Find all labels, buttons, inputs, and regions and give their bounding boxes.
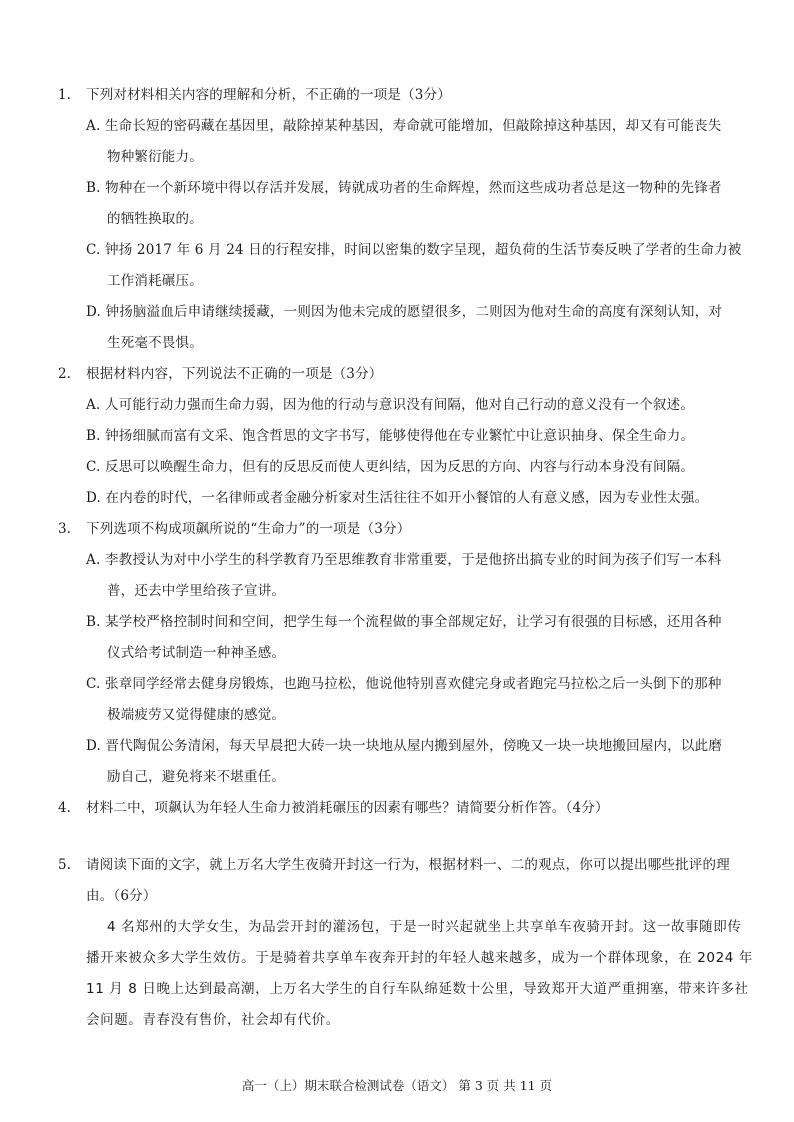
question-4-number: 4. (58, 800, 71, 816)
question-3-stem: 下列选项不构成项飙所说的“生命力”的一项是（3分） (86, 521, 411, 537)
q1-option-b-line2: 的牺牲换取的。 (107, 211, 203, 227)
q1-option-a-line1: A. 生命长短的密码藏在基因里，敲除掉某种基因，寿命就可能增加，但敲除掉这种基因，却又有可能丧失 (86, 118, 722, 134)
q3-option-c-line2: 极端疲劳又觉得健康的感觉。 (107, 707, 286, 723)
question-2-number: 2. (58, 366, 71, 382)
question-5-stem-line2: 由。（6分） (86, 888, 157, 904)
q3-option-b-line1: B. 某学校严格控制时间和空间，把学生每一个流程做的事全部规定好，让学习有很强的目标感，还用各种 (86, 614, 722, 630)
q2-option-b: B. 钟扬细腻而富有文采、饱含哲思的文字书写，能够使得他在专业繁忙中让意识抽身、保全生命力。 (86, 428, 695, 444)
q2-option-c: C. 反思可以唤醒生命力，但有的反思反而使人更纠结，因为反思的方向、内容与行动本身没有间隔。 (86, 459, 695, 475)
question-5-number: 5. (58, 857, 71, 873)
q2-option-a: A. 人可能行动力强而生命力弱，因为他的行动与意识没有间隔，他对自己行动的意义没有一个叙述。 (86, 397, 695, 413)
q3-option-d-line1: D. 晋代陶侃公务清闲，每天早晨把大砖一块一块地从屋内搬到屋外，傍晚又一块一块地搬回屋内，以此磨 (86, 738, 723, 754)
question-3-number: 3. (58, 521, 71, 537)
question-2-stem: 根据材料内容，下列说法不正确的一项是（3分） (86, 366, 383, 382)
q1-option-a-line2: 物种繁衍能力。 (107, 149, 203, 165)
q1-option-d-line2: 生死毫不畏惧。 (107, 335, 203, 351)
q1-option-c-line1: C. 钟扬 2017 年 6 月 24 日的行程安排，时间以密集的数字呈现，超负荷的生活节奏反映了学者的生命力被 (86, 242, 742, 258)
question-5-stem-line1: 请阅读下面的文字，就上万名大学生夜骑开封这一行为，根据材料一、二的观点，你可以提出哪些批评的理 (86, 857, 730, 873)
q3-option-a-line1: A. 李教授认为对中小学生的科学教育乃至思维教育非常重要，于是他挤出搞专业的时间为孩子们写一本科 (86, 552, 722, 568)
q5-passage-line1: 4 名郑州的大学女生，为品尝开封的灌汤包，于是一时兴起就坐上共享单车夜骑开封。这一故事随即传 (107, 919, 742, 935)
q5-passage-line4: 会问题。青春没有售价，社会却有代价。 (86, 1012, 340, 1028)
question-4-stem: 材料二中，项飙认为年轻人生命力被消耗碾压的因素有哪些？请简要分析作答。（4分） (86, 800, 609, 816)
q1-option-b-line1: B. 物种在一个新环境中得以存活并发展，铸就成功者的生命辉煌，然而这些成功者总是这一物种的先锋者 (86, 180, 722, 196)
q2-option-d: D. 在内卷的时代，一名律师或者金融分析家对生活往往不如开小餐馆的人有意义感，因为专业性太强。 (86, 490, 709, 506)
q5-passage-line2: 播开来被众多大学生效仿。于是骑着共享单车夜奔开封的年轻人越来越多，成为一个群体现象，在 2024 年 (86, 950, 753, 966)
question-1-stem: 下列对材料相关内容的理解和分析，不正确的一项是（3分） (86, 87, 451, 103)
q1-option-d-line1: D. 钟扬脑溢血后申请继续援藏，一则因为他未完成的愿望很多，二则因为他对生命的高度有深刻认知，对 (86, 304, 723, 320)
q5-passage-line3: 11 月 8 日晚上达到最高潮，上万名大学生的自行车队绵延数十公里，导致郑开大道严重拥塞，带来许多社 (86, 981, 749, 997)
page-footer: 高一（上）期末联合检测试卷（语文） 第 3 页 共 11 页 (241, 1078, 553, 1093)
q3-option-a-line2: 普，还去中学里给孩子宣讲。 (107, 583, 286, 599)
q3-option-b-line2: 仪式给考试制造一种神圣感。 (107, 645, 286, 661)
q1-option-c-line2: 工作消耗碾压。 (107, 273, 203, 289)
question-1-number: 1. (58, 87, 71, 103)
q3-option-d-line2: 励自己，避免将来不堪重任。 (107, 769, 286, 785)
q3-option-c-line1: C. 张章同学经常去健身房锻炼，也跑马拉松，他说他特别喜欢健完身或者跑完马拉松之后一头倒下的那种 (86, 676, 722, 692)
